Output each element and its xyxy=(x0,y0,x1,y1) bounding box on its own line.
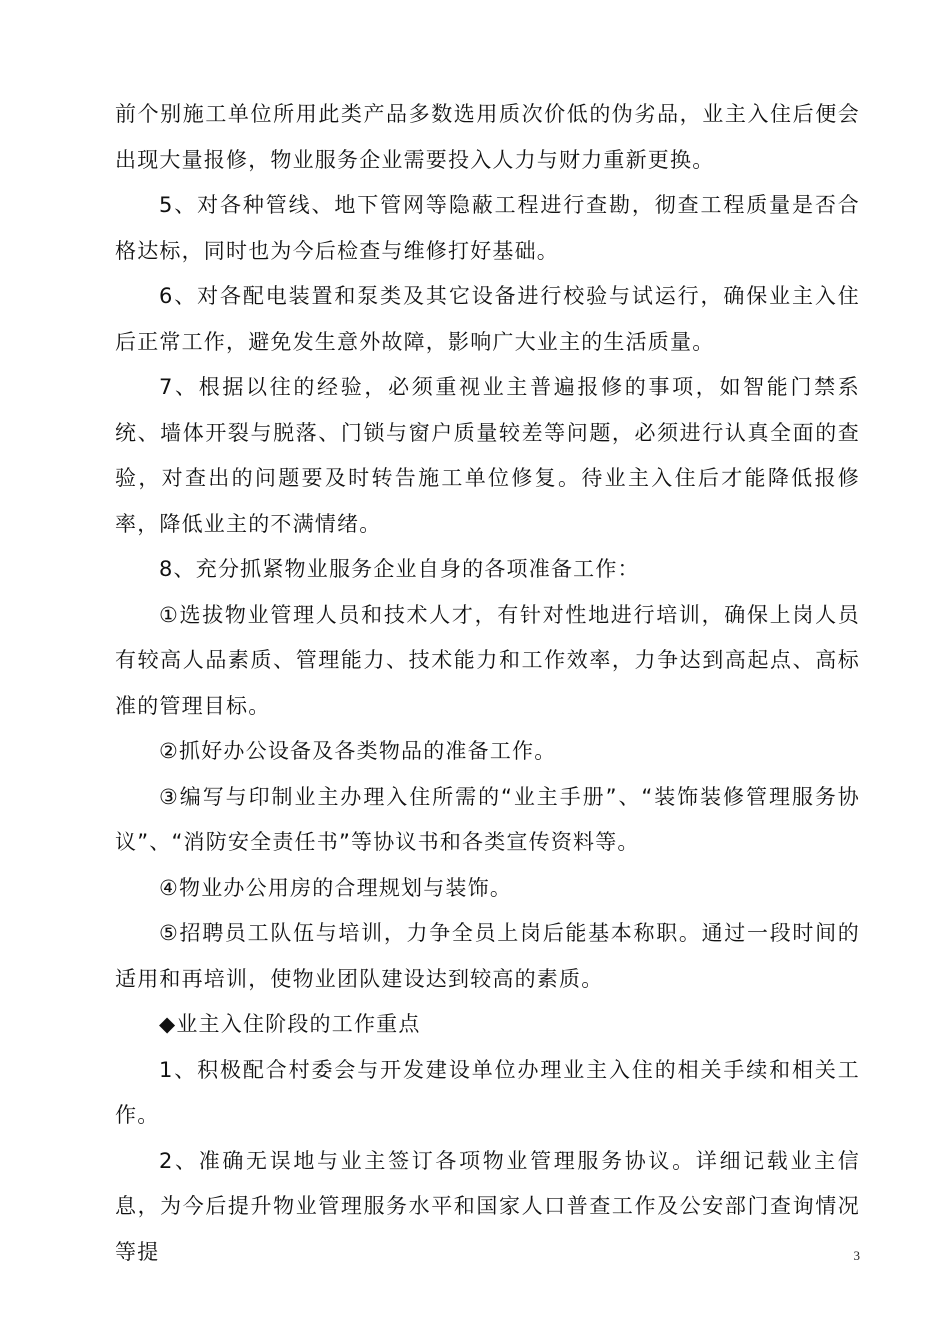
paragraph: ②抓好办公设备及各类物品的准备工作。 xyxy=(159,739,557,763)
body-text xyxy=(115,92,860,1275)
paragraph: 前个别施工单位所用此类产品多数选用质次价低的伪劣品，业主入住后便会出现大量报修，物业服务企业需要投入人力与财力重新更换。 xyxy=(115,102,860,172)
paragraph: 8、充分抓紧物业服务企业自身的各项准备工作： xyxy=(159,557,640,581)
paragraph: ⑤招聘员工队伍与培训，力争全员上岗后能基本称职。通过一段时间的适用和再培训，使物业团队建设达到较高的素质。 xyxy=(115,921,860,991)
paragraph: 1、积极配合村委会与开发建设单位办理业主入住的相关手续和相关工作。 xyxy=(115,1057,860,1127)
page-number: 3 xyxy=(853,1248,860,1263)
paragraph: 5、对各种管线、地下管网等隐蔽工程进行查勘，彻查工程质量是否合格达标，同时也为今后检查与维修打好基础。 xyxy=(115,193,860,263)
paragraph: ④物业办公用房的合理规划与装饰。 xyxy=(159,875,513,900)
paragraph: ①选拔物业管理人员和技术人才，有针对性地进行培训，确保上岗人员有较高人品素质、管理能力、技术能力和工作效率，力争达到高起点、高标准的管理目标。 xyxy=(115,602,860,718)
paragraph: 2、准确无误地与业主签订各项物业管理服务协议。详细记载业主信息，为今后提升物业管理服务水平和国家人口普查工作及公安部门查询情况等提 xyxy=(115,1148,860,1264)
paragraph: 7、根据以往的经验，必须重视业主普遍报修的事项，如智能门禁系统、墙体开裂与脱落、门锁与窗户质量较差等问题，必须进行认真全面的查验，对查出的问题要及时转告施工单位修复。待业主入住后才能降低报修率，降低业主的不满情绪。 xyxy=(115,375,860,536)
section-heading: ◆业主入住阶段的工作重点 xyxy=(159,1012,421,1036)
paragraph: 6、对各配电装置和泵类及其它设备进行校验与试运行，确保业主入住后正常工作，避免发生意外故障，影响广大业主的生活质量。 xyxy=(115,284,860,354)
paragraph: ③编写与印制业主办理入住所需的“业主手册”、“装饰装修管理服务协议”、“消防安全责任书”等协议书和各类宣传资料等。 xyxy=(115,784,860,854)
